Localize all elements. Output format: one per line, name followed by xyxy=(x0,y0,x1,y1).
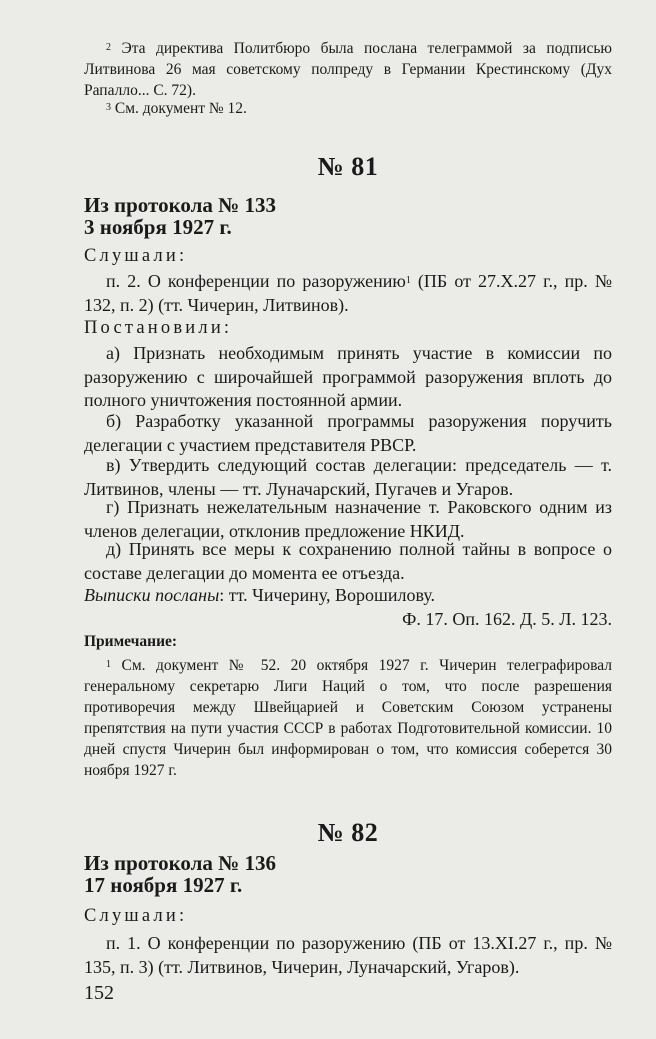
extracts-sent: Выписки посланы: тт. Чичерину, Ворошилову. xyxy=(84,585,436,605)
resolution-e: д) Принять все меры к сохранению полной тайны в вопросе о составе делегации до момента ее отъезда. xyxy=(84,539,612,583)
note-1: $^1$ См. документ № 52. 20 октября 1927 г. Чичерин телеграфировал генеральному секретарю Лиги Наций о том, что после разрешения противоречия между Швейцарией и Советским Союзом устранены препятствия на пути участия СССР в работах Подготовительной комиссии. 10 дней спустя Чичерин был информирован о том, что комиссия соберется 30 ноября 1927 г. xyxy=(84,657,612,779)
resolution-d: г) Признать нежелательным назначение т. Раковского одним из членов делегации, отклонив предложение НКИД. xyxy=(84,497,612,541)
footnote-2: $^2$ Эта директива Политбюро была послана телеграммой за подписью Литвинова 26 мая советскому полпреду в Германии Крестинскому (Дух Рапалло... С. 72). xyxy=(84,40,613,99)
page-number: 152 xyxy=(84,982,114,1004)
resolution-c: в) Утвердить следующий состав делегации: председатель — т. Литвинов, члены — тт. Луначарский, Пугачев и Угаров. xyxy=(84,455,612,499)
archive-reference-81: Ф. 17. Оп. 162. Д. 5. Л. 123. xyxy=(402,609,612,629)
document-number-82: № 82 xyxy=(317,818,379,847)
heard-label-81: Слушали: xyxy=(84,246,188,266)
note-title: Примечание: xyxy=(84,633,178,650)
protocol-heading-133: Из протокола № 133 xyxy=(84,193,276,217)
heard-label-82: Слушали: xyxy=(84,906,188,926)
protocol-date-133: 3 ноября 1927 г. xyxy=(84,215,232,239)
heard-item-81: п. 2. О конференции по разоружению$^1$ (ПБ от 27.Х.27 г., пр. № 132, п. 2) (тт. Чичерин, Литвинов). xyxy=(84,271,612,315)
protocol-heading-136: Из протокола № 136 xyxy=(84,851,276,875)
resolution-b: б) Разработку указанной программы разоружения поручить делегации с участием представителя РВСР. xyxy=(84,411,612,455)
protocol-date-136: 17 ноября 1927 г. xyxy=(84,873,243,897)
heard-item-82: п. 1. О конференции по разоружению (ПБ от 13.XI.27 г., пр. № 135, п. 3) (тт. Литвинов, Чичерин, Луначарский, Угаров). xyxy=(84,933,612,977)
resolution-a: а) Признать необходимым принять участие в комиссии по разоружению с широчайшей программой разоружения вплоть до полного уничтожения постоянной армии. xyxy=(84,343,612,410)
footnote-3: $^3$ См. документ № 12. xyxy=(106,100,247,117)
resolved-label-81: Постановили: xyxy=(84,318,233,338)
document-number-81: № 81 xyxy=(317,152,379,181)
